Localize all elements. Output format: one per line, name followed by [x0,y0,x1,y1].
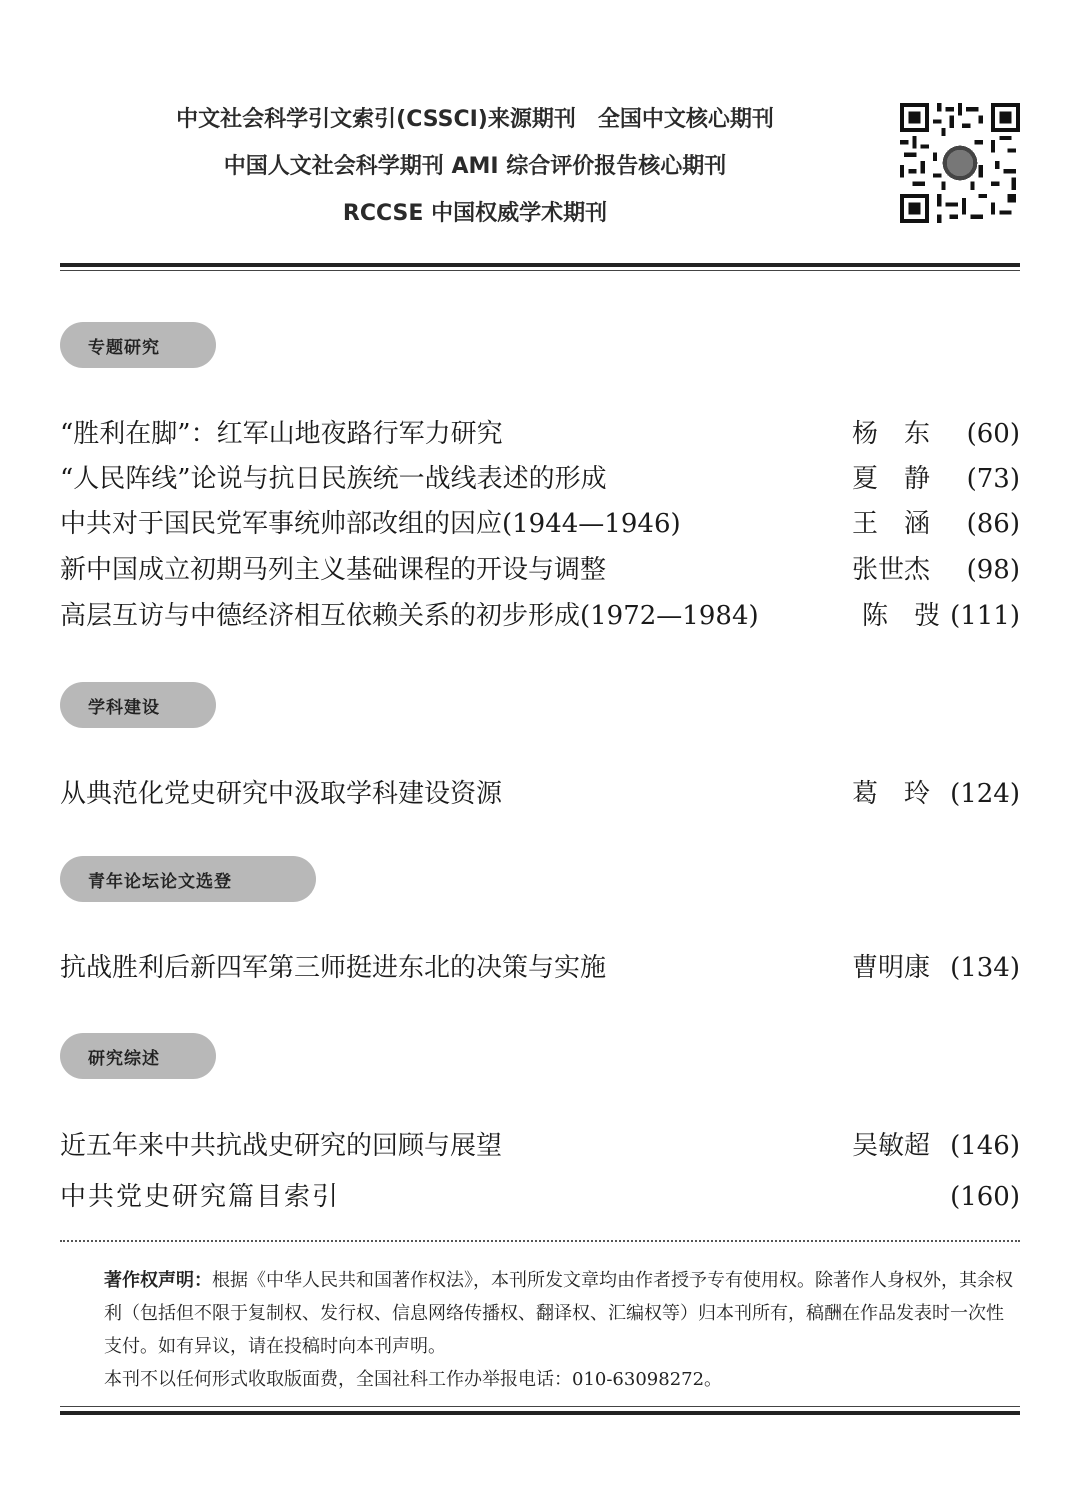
article-title: 中共党史研究篇目索引 [60,1182,341,1212]
toc-entry[interactable] [60,459,1020,499]
article-author: 葛 玲 [851,779,930,809]
article-author: 陈 弢 [861,601,940,631]
bottom-rule-thick [60,1411,1020,1415]
article-page: (86) [966,509,1020,539]
toc-entry[interactable] [60,414,1020,454]
section-tag-youth-forum [60,856,316,902]
article-title: 新中国成立初期马列主义基础课程的开设与调整 [60,555,607,585]
dotted-divider [60,1240,1020,1242]
article-title: “人民阵线”论说与抗日民族统一战线表述的形成 [60,464,607,494]
article-title: “胜利在脚”：红军山地夜路行军力研究 [60,419,503,449]
section-tag-label: 专题研究 [88,338,160,358]
article-author: 吴敏超 [851,1131,930,1161]
header-line-3: RCCSE 中国权威学术期刊 [342,201,608,226]
header-line-1: 中文社会科学引文索引(CSSCI)来源期刊 全国中文核心期刊 [176,107,774,132]
section-tag-label: 研究综述 [88,1049,160,1069]
copyright-text: 根据《中华人民共和国著作权法》，本刊所发文章均由作者授予专有使用权。除著作人身权外，其余权利（包括但不限于复制权、发行权、信息网络传播权、翻译权、汇编权等）归本刊所有，稿酬在作品发表时一次性支付。如有异议，请在投稿时向本刊声明。 [104,1270,1013,1357]
article-author: 王 涵 [851,509,930,539]
bottom-rule-thin [60,1406,1020,1407]
article-author: 张世杰 [851,555,930,585]
article-page: (73) [966,464,1020,494]
toc-entry[interactable] [60,774,1020,814]
article-page: (134) [950,953,1020,983]
article-title: 从典范化党史研究中汲取学科建设资源 [60,779,503,809]
article-page: (124) [950,779,1020,809]
section-tag-discipline [60,682,216,728]
copyright-notice [60,1264,1020,1396]
article-title: 中共对于国民党军事统帅部改组的因应(1944—1946) [60,509,681,539]
journal-indexing-header [60,96,890,237]
article-author: 夏 静 [851,464,930,494]
article-page: (160) [950,1182,1020,1212]
top-rule-thin [60,270,1020,271]
fee-notice: 本刊不以任何形式收取版面费，全国社科工作办举报电话：010-63098272。 [104,1369,723,1390]
top-rule-thick [60,263,1020,267]
qr-code-icon[interactable] [900,103,1020,223]
copyright-label: 著作权声明： [104,1270,212,1291]
article-page: (98) [966,555,1020,585]
section-tag-review [60,1033,216,1079]
article-title: 高层互访与中德经济相互依赖关系的初步形成(1972—1984) [60,601,759,631]
article-page: (146) [950,1131,1020,1161]
section-tag-special-topic [60,322,216,368]
section-tag-label: 青年论坛论文选登 [88,872,232,892]
copyright-paragraph [60,1264,1020,1363]
header-line-2: 中国人文社会科学期刊 AMI 综合评价报告核心期刊 [223,154,727,179]
toc-entry[interactable] [60,504,1020,544]
article-page: (60) [966,419,1020,449]
article-author: 曹明康 [851,953,930,983]
toc-entry[interactable] [60,1177,1020,1217]
article-page: (111) [950,601,1020,631]
article-title: 近五年来中共抗战史研究的回顾与展望 [60,1131,503,1161]
toc-entry[interactable] [60,550,1020,590]
toc-entry[interactable] [60,596,1020,636]
section-tag-label: 学科建设 [88,698,160,718]
toc-entry[interactable] [60,1126,1020,1166]
article-author: 杨 东 [851,419,930,449]
article-title: 抗战胜利后新四军第三师挺进东北的决策与实施 [60,953,607,983]
toc-entry[interactable] [60,948,1020,988]
